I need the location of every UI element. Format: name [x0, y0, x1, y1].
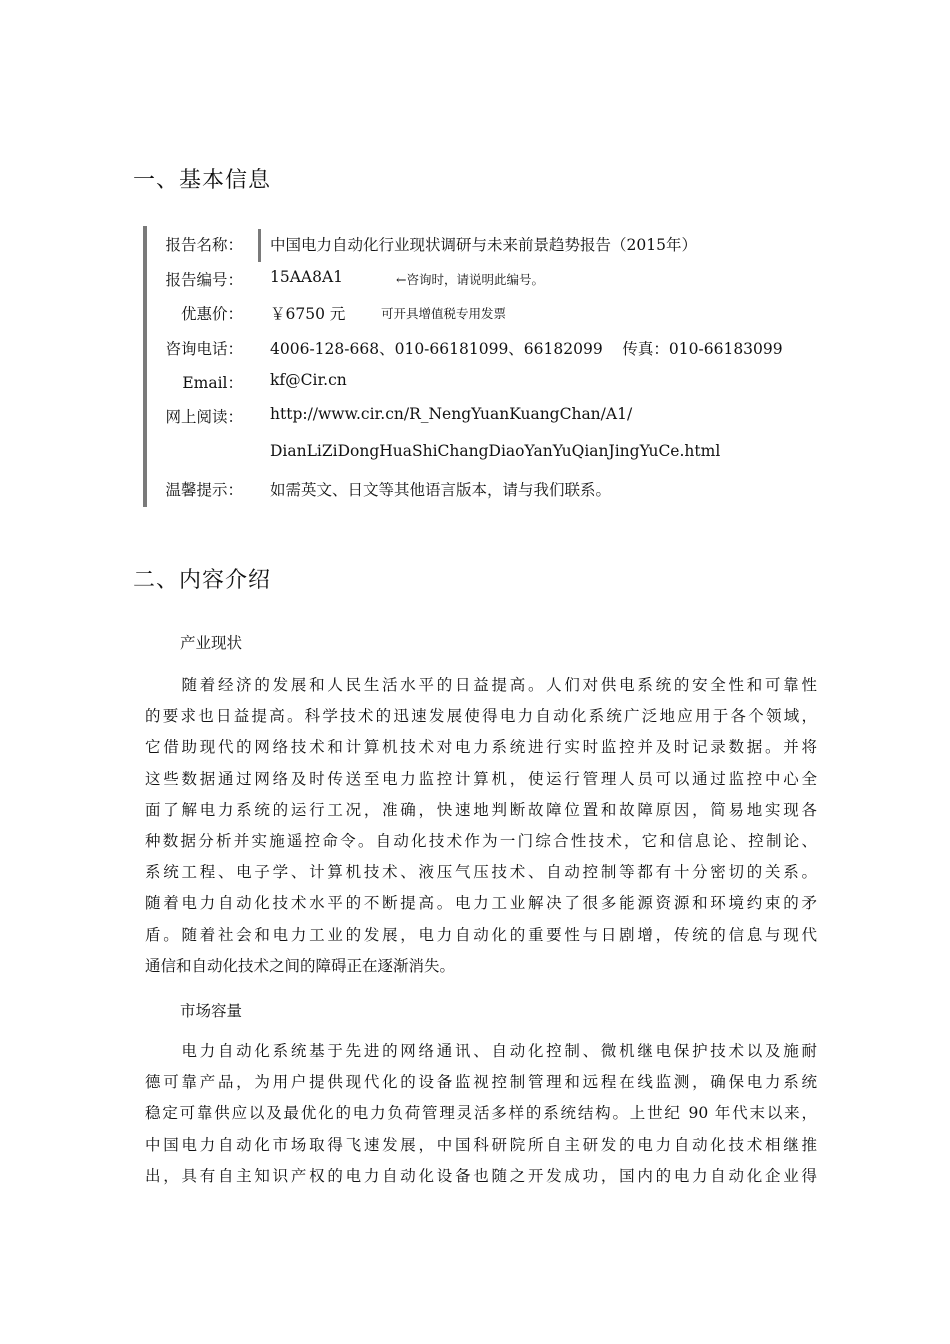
paragraph-line: 面了解电力系统的运行工况，准确，快速地判断故障位置和故障原因，简易地实现各: [145, 800, 817, 819]
paragraph-line: 种数据分析并实施遥控命令。自动化技术作为一门综合性技术，它和信息论、控制论、: [145, 831, 817, 850]
tip-label: 温馨提示：: [165, 481, 243, 499]
paragraph-line: 随着电力自动化技术水平的不断提高。电力工业解决了很多能源资源和环境约束的矛: [145, 894, 817, 913]
online-url-line1[interactable]: http://www.cir.cn/R_NengYuanKuangChan/A1/: [270, 405, 633, 423]
section-content-title: 二、内容介绍: [133, 568, 272, 593]
price-note: 可开具增值税专用发票: [381, 306, 507, 321]
online-url-line2[interactable]: DianLiZiDongHuaShiChangDiaoYanYuQianJingYuCe.html: [270, 442, 721, 460]
subheading-market-capacity: 市场容量: [180, 1002, 243, 1020]
tip-value: 如需英文、日文等其他语言版本，请与我们联系。: [270, 481, 612, 499]
paragraph-line: 的要求也日益提高。科学技术的迅速发展使得电力自动化系统广泛地应用于各个领域，: [145, 707, 817, 726]
report-code-label: 报告编号：: [165, 271, 243, 289]
paragraph-line: 出，具有自主知识产权的电力自动化设备也随之开发成功，国内的电力自动化企业得: [145, 1166, 817, 1185]
section-basic-info-title: 一、基本信息: [133, 168, 272, 193]
paragraph-line: 通信和自动化技术之间的障碍正在逐渐消失。: [145, 956, 456, 975]
email-label: Email：: [182, 374, 243, 392]
online-label: 网上阅读：: [165, 408, 243, 426]
paragraph-line: 这些数据通过网络及时传送至电力监控计算机，使运行管理人员可以通过监控中心全: [145, 769, 817, 788]
paragraph-line: 中国电力自动化市场取得飞速发展，中国科研院所自主研发的电力自动化技术相继推: [145, 1135, 817, 1154]
report-code-value: 15AA8A1: [270, 268, 344, 286]
paragraph-line: 系统工程、电子学、计算机技术、液压气压技术、自动控制等都有十分密切的关系。: [145, 863, 817, 882]
phone-label: 咨询电话：: [165, 340, 243, 358]
paragraph-line: 它借助现代的网络技术和计算机技术对电力系统进行实时监控并及时记录数据。并将: [145, 738, 817, 757]
phone-value: 4006-128-668、010-66181099、66182099 传真：010-66183099: [270, 340, 783, 358]
paragraph-line: 随着经济的发展和人民生活水平的日益提高。人们对供电系统的安全性和可靠性: [145, 676, 817, 694]
paragraph-line: 德可靠产品，为用户提供现代化的设备监视控制管理和远程在线监测，确保电力系统: [145, 1073, 817, 1092]
paragraph-line: 电力自动化系统基于先进的网络通讯、自动化控制、微机继电保护技术以及施耐: [145, 1042, 817, 1060]
email-value[interactable]: kf@Cir.cn: [270, 371, 347, 389]
paragraph-line: 盾。随着社会和电力工业的发展，电力自动化的重要性与日剧增，传统的信息与现代: [145, 925, 817, 944]
report-name-value: 中国电力自动化行业现状调研与未来前景趋势报告（2015年）: [270, 236, 697, 254]
price-value: ￥6750 元: [270, 305, 346, 323]
price-label: 优惠价：: [180, 305, 243, 323]
report-code-note: ←咨询时，请说明此编号。: [396, 272, 544, 287]
paragraph-line: 稳定可靠供应以及最优化的电力负荷管理灵活多样的系统结构。上世纪 90 年代末以来，: [145, 1104, 817, 1123]
paragraph-market-capacity: [145, 1036, 817, 1192]
info-block-bar: [143, 226, 147, 507]
paragraph-industry-status: [145, 670, 817, 982]
report-name-label: 报告名称：: [165, 236, 243, 254]
report-name-bar: [258, 229, 261, 262]
subheading-industry-status: 产业现状: [180, 634, 243, 652]
